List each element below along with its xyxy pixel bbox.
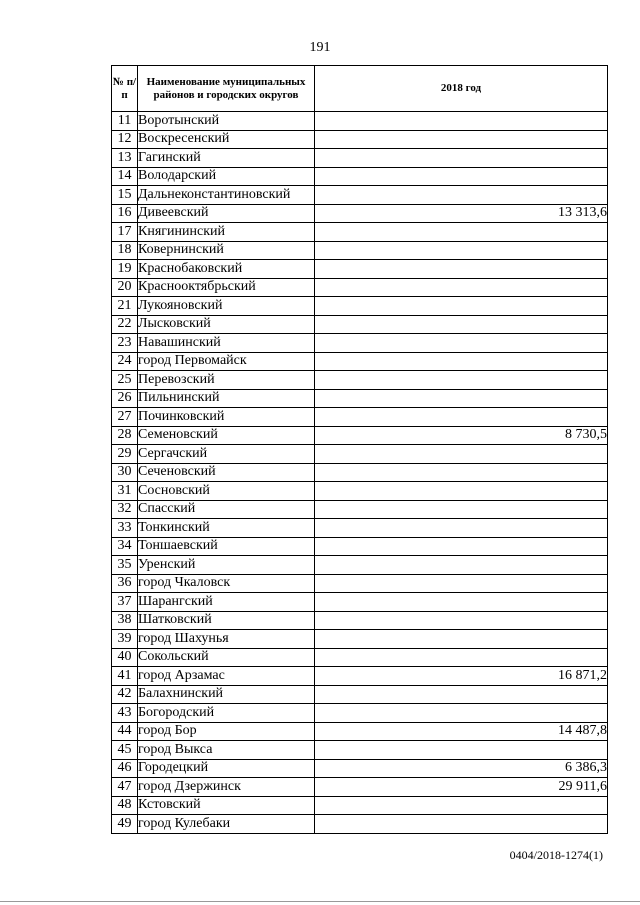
district-name: Княгининский <box>138 223 315 242</box>
row-number: 20 <box>112 278 138 297</box>
value-2018 <box>315 297 608 316</box>
district-name: Богородский <box>138 704 315 723</box>
row-number: 40 <box>112 648 138 667</box>
value-2018 <box>315 593 608 612</box>
value-2018 <box>315 371 608 390</box>
value-2018 <box>315 223 608 242</box>
row-number: 18 <box>112 241 138 260</box>
row-number: 13 <box>112 149 138 168</box>
row-number: 42 <box>112 685 138 704</box>
district-name: Лысковский <box>138 315 315 334</box>
table-row <box>112 778 608 797</box>
row-number: 29 <box>112 445 138 464</box>
row-number: 12 <box>112 130 138 149</box>
table-header-row <box>112 66 608 112</box>
table-row <box>112 352 608 371</box>
district-name: Перевозский <box>138 371 315 390</box>
value-2018 <box>315 130 608 149</box>
page-edge-divider <box>0 901 640 902</box>
district-name: Пильнинский <box>138 389 315 408</box>
table-row <box>112 315 608 334</box>
table-row <box>112 130 608 149</box>
table-row <box>112 149 608 168</box>
row-number: 15 <box>112 186 138 205</box>
district-name: Шатковский <box>138 611 315 630</box>
row-number: 36 <box>112 574 138 593</box>
value-2018 <box>315 408 608 427</box>
row-number: 32 <box>112 500 138 519</box>
table-row <box>112 389 608 408</box>
row-number: 17 <box>112 223 138 242</box>
value-2018 <box>315 685 608 704</box>
table-body <box>112 112 608 834</box>
page-number: 191 <box>309 40 331 55</box>
district-name: Краснобаковский <box>138 260 315 279</box>
row-number: 28 <box>112 426 138 445</box>
table-row <box>112 463 608 482</box>
table-row <box>112 611 608 630</box>
value-2018: 13 313,6 <box>315 204 608 223</box>
value-2018 <box>315 167 608 186</box>
table-row <box>112 593 608 612</box>
value-2018 <box>315 796 608 815</box>
table-row <box>112 223 608 242</box>
row-number: 22 <box>112 315 138 334</box>
table-row <box>112 260 608 279</box>
table-row <box>112 186 608 205</box>
district-name: Сергачский <box>138 445 315 464</box>
table-row <box>112 685 608 704</box>
row-number: 14 <box>112 167 138 186</box>
value-2018 <box>315 556 608 575</box>
row-number: 16 <box>112 204 138 223</box>
district-name: Ковернинский <box>138 241 315 260</box>
header-name: Наименование муниципальных районов и городских округов <box>138 66 315 112</box>
value-2018 <box>315 815 608 834</box>
value-2018 <box>315 537 608 556</box>
value-2018: 14 487,8 <box>315 722 608 741</box>
row-number: 44 <box>112 722 138 741</box>
district-name: Тонкинский <box>138 519 315 538</box>
row-number: 27 <box>112 408 138 427</box>
row-number: 24 <box>112 352 138 371</box>
table-row <box>112 574 608 593</box>
value-2018 <box>315 741 608 760</box>
value-2018 <box>315 241 608 260</box>
table-row <box>112 408 608 427</box>
district-name: Кстовский <box>138 796 315 815</box>
value-2018 <box>315 315 608 334</box>
district-name: Тоншаевский <box>138 537 315 556</box>
table-row <box>112 741 608 760</box>
row-number: 43 <box>112 704 138 723</box>
district-name: Городецкий <box>138 759 315 778</box>
table-row <box>112 537 608 556</box>
value-2018 <box>315 352 608 371</box>
table-row <box>112 519 608 538</box>
value-2018 <box>315 112 608 131</box>
value-2018 <box>315 630 608 649</box>
budget-table <box>111 65 608 834</box>
district-name: город Дзержинск <box>138 778 315 797</box>
value-2018 <box>315 611 608 630</box>
row-number: 46 <box>112 759 138 778</box>
header-value: 2018 год <box>315 66 608 112</box>
table-row <box>112 334 608 353</box>
document-id: 0404/2018-1274(1) <box>509 848 603 862</box>
table-row <box>112 112 608 131</box>
value-2018 <box>315 149 608 168</box>
value-2018: 29 911,6 <box>315 778 608 797</box>
table-row <box>112 426 608 445</box>
value-2018 <box>315 519 608 538</box>
table-row <box>112 704 608 723</box>
district-name: город Первомайск <box>138 352 315 371</box>
row-number: 49 <box>112 815 138 834</box>
value-2018 <box>315 260 608 279</box>
district-name: Навашинский <box>138 334 315 353</box>
row-number: 47 <box>112 778 138 797</box>
value-2018 <box>315 500 608 519</box>
table-row <box>112 445 608 464</box>
district-name: Балахнинский <box>138 685 315 704</box>
district-name: город Арзамас <box>138 667 315 686</box>
district-name: Дивеевский <box>138 204 315 223</box>
row-number: 39 <box>112 630 138 649</box>
table-row <box>112 759 608 778</box>
row-number: 41 <box>112 667 138 686</box>
row-number: 37 <box>112 593 138 612</box>
district-name: город Кулебаки <box>138 815 315 834</box>
value-2018 <box>315 445 608 464</box>
table-row <box>112 500 608 519</box>
value-2018 <box>315 334 608 353</box>
value-2018 <box>315 704 608 723</box>
value-2018 <box>315 186 608 205</box>
table-row <box>112 648 608 667</box>
header-num: № п/п <box>112 66 138 112</box>
row-number: 35 <box>112 556 138 575</box>
district-name: Спасский <box>138 500 315 519</box>
district-name: Лукояновский <box>138 297 315 316</box>
table-row <box>112 241 608 260</box>
value-2018 <box>315 648 608 667</box>
row-number: 11 <box>112 112 138 131</box>
table-row <box>112 556 608 575</box>
table-row <box>112 297 608 316</box>
row-number: 25 <box>112 371 138 390</box>
district-name: город Чкаловск <box>138 574 315 593</box>
district-name: Уренский <box>138 556 315 575</box>
district-name: Починковский <box>138 408 315 427</box>
district-name: Сокольский <box>138 648 315 667</box>
row-number: 45 <box>112 741 138 760</box>
value-2018 <box>315 574 608 593</box>
table-row <box>112 204 608 223</box>
row-number: 21 <box>112 297 138 316</box>
row-number: 26 <box>112 389 138 408</box>
table-row <box>112 278 608 297</box>
value-2018: 8 730,5 <box>315 426 608 445</box>
row-number: 30 <box>112 463 138 482</box>
row-number: 48 <box>112 796 138 815</box>
district-name: город Шахунья <box>138 630 315 649</box>
value-2018: 6 386,3 <box>315 759 608 778</box>
row-number: 19 <box>112 260 138 279</box>
table-row <box>112 667 608 686</box>
row-number: 38 <box>112 611 138 630</box>
district-name: Сеченовский <box>138 463 315 482</box>
district-name: Воротынский <box>138 112 315 131</box>
row-number: 23 <box>112 334 138 353</box>
row-number: 33 <box>112 519 138 538</box>
value-2018: 16 871,2 <box>315 667 608 686</box>
district-name: Дальнеконстантиновский <box>138 186 315 205</box>
district-name: город Выкса <box>138 741 315 760</box>
value-2018 <box>315 463 608 482</box>
row-number: 31 <box>112 482 138 501</box>
table-row <box>112 722 608 741</box>
row-number: 34 <box>112 537 138 556</box>
district-name: Воскресенский <box>138 130 315 149</box>
district-name: Шарангский <box>138 593 315 612</box>
district-name: город Бор <box>138 722 315 741</box>
table-row <box>112 796 608 815</box>
table-row <box>112 815 608 834</box>
district-name: Гагинский <box>138 149 315 168</box>
district-name: Володарский <box>138 167 315 186</box>
value-2018 <box>315 278 608 297</box>
district-name: Сосновский <box>138 482 315 501</box>
value-2018 <box>315 482 608 501</box>
value-2018 <box>315 389 608 408</box>
district-name: Краснооктябрьский <box>138 278 315 297</box>
table-row <box>112 630 608 649</box>
table-row <box>112 167 608 186</box>
table-row <box>112 482 608 501</box>
table-row <box>112 371 608 390</box>
district-name: Семеновский <box>138 426 315 445</box>
